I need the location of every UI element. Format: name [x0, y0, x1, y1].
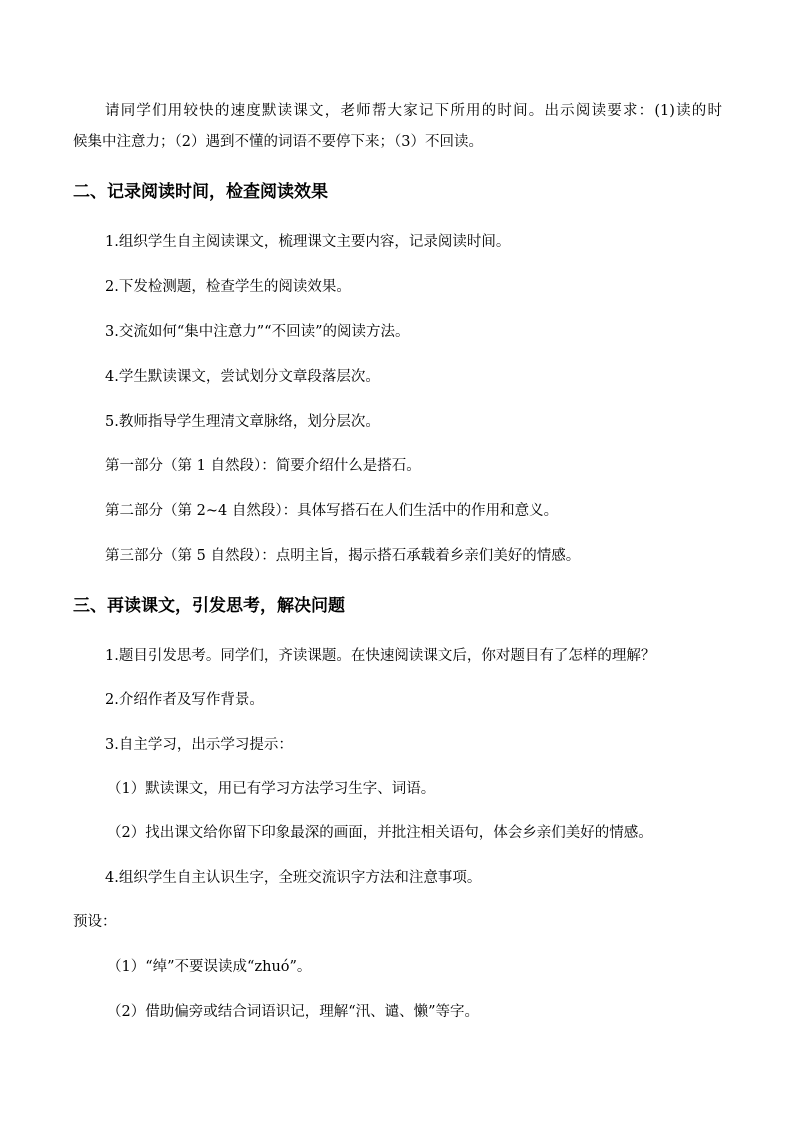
- intro-paragraph-line-2: 候集中注意力；（2）遇到不懂的词语不要停下来；（3）不回读。: [73, 134, 483, 150]
- list-item: 1.组织学生自主阅读课文，梳理课文主要内容，记录阅读时间。: [105, 234, 511, 250]
- section-heading-2: 二、记录阅读时间，检查阅读效果: [73, 182, 328, 202]
- list-item: 4.组织学生自主认识生字，全班交流识字方法和注意事项。: [105, 870, 482, 886]
- preset-item: （1）“绰”不要误读成“zhuó”。: [107, 959, 312, 975]
- list-item: 1.题目引发思考。同学们，齐读课题。在快速阅读课文后，你对题目有了怎样的理解？: [105, 648, 656, 664]
- part-item: 第一部分（第 1 自然段）：简要介绍什么是搭石。: [105, 458, 421, 474]
- list-item: （1）默读课文，用已有学习方法学习生字、词语。: [107, 781, 436, 797]
- intro-paragraph-line-1: 请同学们用较快的速度默读课文，老师帮大家记下所用的时间。出示阅读要求：(1)读的时: [105, 103, 722, 119]
- preset-label: 预设：: [73, 914, 117, 930]
- part-item: 第三部分（第 5 自然段）：点明主旨，揭示搭石承载着乡亲们美好的情感。: [105, 548, 581, 564]
- list-item: 2.介绍作者及写作背景。: [105, 692, 264, 708]
- list-item: 3.交流如何“集中注意力”“不回读”的阅读方法。: [105, 324, 410, 340]
- preset-item: （2）借助偏旁或结合词语识记，理解“汛、谴、懒”等字。: [107, 1004, 480, 1020]
- list-item: 3.自主学习，出示学习提示：: [105, 737, 293, 753]
- part-item: 第二部分（第 2~4 自然段）：具体写搭石在人们生活中的作用和意义。: [105, 503, 559, 519]
- list-item: 2.下发检测题，检查学生的阅读效果。: [105, 279, 351, 295]
- list-item: 5.教师指导学生理清文章脉络，划分层次。: [105, 414, 380, 430]
- section-heading-3: 三、再读课文，引发思考，解决问题: [73, 596, 345, 616]
- list-item: （2）找出课文给你留下印象最深的画面，并批注相关语句，体会乡亲们美好的情感。: [107, 825, 653, 841]
- list-item: 4.学生默读课文，尝试划分文章段落层次。: [105, 369, 380, 385]
